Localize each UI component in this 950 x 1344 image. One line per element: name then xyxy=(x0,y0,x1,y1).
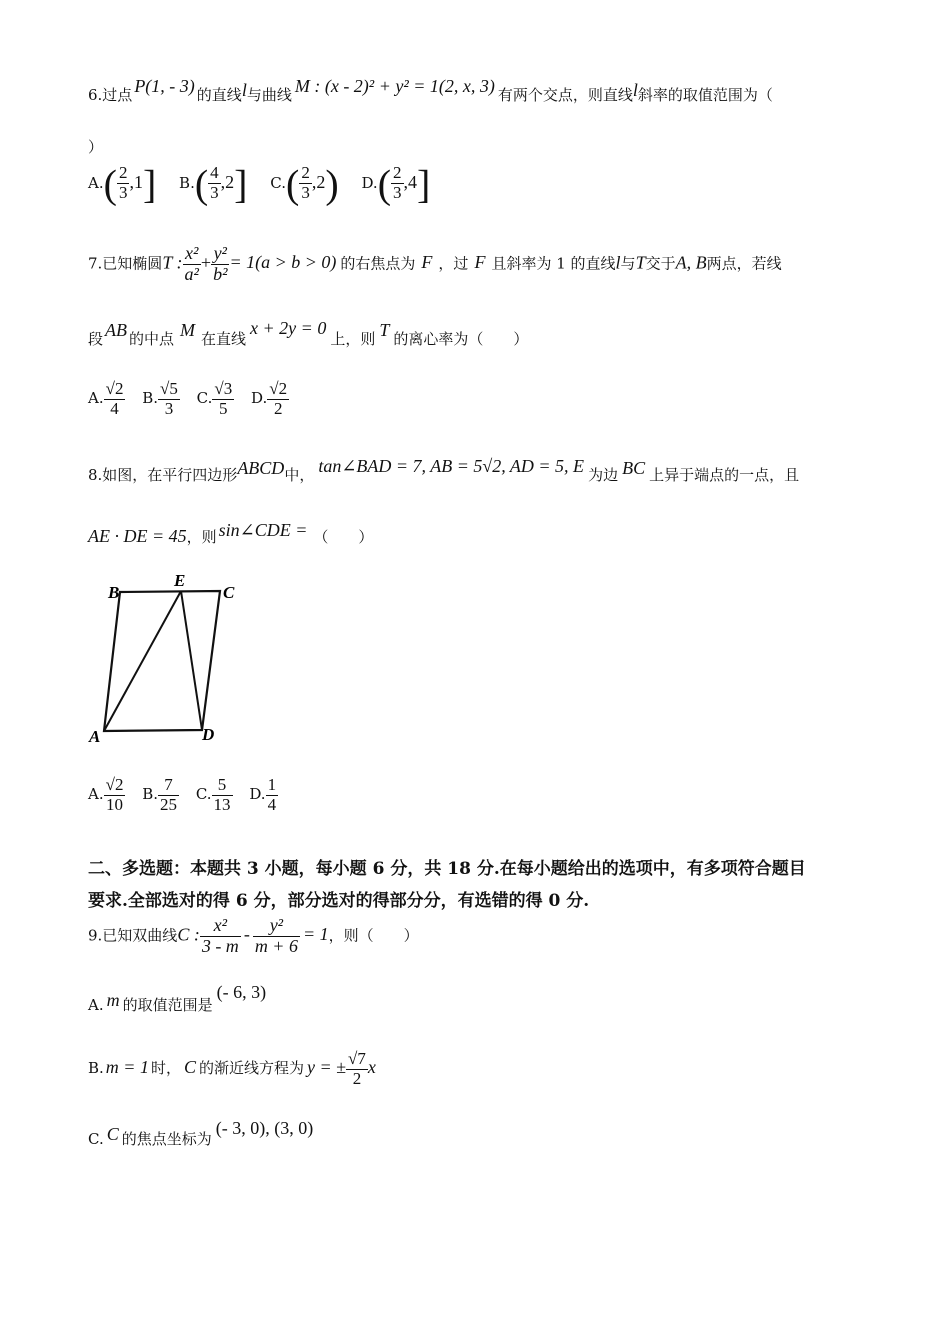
option-label: D. xyxy=(361,173,378,192)
numerator: √2 xyxy=(105,775,124,794)
q9-b-C: C xyxy=(183,1057,196,1078)
denominator: b² xyxy=(213,263,228,284)
bracket: ( xyxy=(286,161,300,206)
q7-text-9: 在直线 xyxy=(201,330,247,348)
fraction xyxy=(266,776,279,814)
numerator: 2 xyxy=(301,163,310,183)
fraction xyxy=(158,776,179,814)
option-label: A. xyxy=(88,389,104,408)
q8-condition: tan∠BAD = 7, AB = 5√2, AD = 5, E xyxy=(318,456,585,476)
option-tail: ,4 xyxy=(403,171,418,192)
q7-F2: F xyxy=(474,252,486,273)
fraction xyxy=(104,380,126,418)
bracket: ( xyxy=(377,161,392,206)
fraction xyxy=(104,776,126,814)
option-label: A. xyxy=(88,173,104,192)
option-label: B. xyxy=(179,173,195,192)
denominator: a² xyxy=(184,263,199,284)
q8-stem-line2 xyxy=(88,520,374,547)
numerator: √3 xyxy=(214,379,233,398)
q9-stem xyxy=(88,916,419,957)
q8-dot-product: AE · DE = 45 xyxy=(88,526,187,546)
q8-paren: （ ） xyxy=(313,528,374,546)
q6-text-2: 与曲线 xyxy=(246,86,292,104)
q8-option-b[interactable] xyxy=(142,775,179,814)
q7-F: F xyxy=(421,252,433,273)
q9-tail: ，则（ ） xyxy=(328,926,419,945)
q9-eq: = 1 xyxy=(302,924,329,945)
q8-options xyxy=(88,776,278,814)
fraction xyxy=(212,380,234,418)
q7-line-eq: x + 2y = 0 xyxy=(250,318,327,338)
q6-option-d[interactable] xyxy=(361,161,431,206)
numerator: 2 xyxy=(393,163,402,183)
q7-option-d[interactable] xyxy=(251,379,289,418)
bracket: ) xyxy=(325,161,339,206)
denominator: 3 xyxy=(393,183,402,202)
denominator: 5 xyxy=(219,398,228,418)
q7-stem xyxy=(88,244,782,285)
q7-stem-line2 xyxy=(88,318,529,349)
denominator: 2 xyxy=(352,1068,362,1088)
q9-C: C : xyxy=(177,924,200,945)
q7-text-3: 且斜率为 1 的直线 xyxy=(491,254,616,273)
segment-AE xyxy=(104,591,181,731)
q7-AB2: AB xyxy=(105,320,128,340)
q8-option-d[interactable] xyxy=(249,775,278,814)
q7-frac-x xyxy=(183,244,201,285)
q9-option-c[interactable] xyxy=(88,1118,314,1149)
q6-stem xyxy=(88,76,773,105)
bracket: ] xyxy=(142,161,157,206)
q8-text-1: 中， xyxy=(284,466,315,484)
q7-text-5: 交于 xyxy=(645,254,676,273)
q6-point: P(1, - 3) xyxy=(134,76,195,96)
q9-frac-y xyxy=(253,916,300,957)
numerator: 1 xyxy=(267,775,277,794)
q9-b-x: x xyxy=(367,1057,376,1078)
fraction xyxy=(391,164,404,202)
vertex-label-A: A xyxy=(89,727,101,746)
denominator: 13 xyxy=(213,794,231,814)
numerator: x² xyxy=(200,916,241,937)
q6-line-l: l xyxy=(241,80,247,100)
fraction xyxy=(158,380,180,418)
q9-option-a[interactable] xyxy=(88,982,267,1015)
bracket: ] xyxy=(234,161,248,206)
numerator: √5 xyxy=(160,379,178,398)
q6-text-4: 斜率的取值范围为（ xyxy=(637,86,773,104)
q8-ABCD: ABCD xyxy=(237,458,285,478)
numerator: √2 xyxy=(269,379,288,398)
q8-option-a[interactable] xyxy=(88,775,125,814)
option-label: A. xyxy=(88,996,104,1014)
q7-option-a[interactable] xyxy=(88,379,125,418)
option-label: A. xyxy=(88,785,104,804)
option-label: C. xyxy=(196,389,213,408)
q9-minus: - xyxy=(243,924,250,945)
vertex-label-E: E xyxy=(174,571,186,590)
q7-text-8: 的中点 xyxy=(129,330,175,348)
q9-b-text-2: 的渐近线方程为 xyxy=(198,1059,304,1078)
q7-T2: T xyxy=(635,252,646,273)
numerator: 5 xyxy=(212,776,233,796)
fraction xyxy=(267,380,289,418)
denominator: m + 6 xyxy=(254,935,298,956)
q9-a-range: (- 6, 3) xyxy=(216,982,267,1002)
denominator: 3 - m xyxy=(201,935,239,956)
q7-text-4: 与 xyxy=(620,254,636,273)
fraction xyxy=(212,776,233,814)
bracket: ] xyxy=(417,161,431,206)
q6-text-1: 的直线 xyxy=(196,86,242,104)
q8-text-3: 上异于端点的一点，且 xyxy=(649,466,800,484)
numerator: √7 xyxy=(348,1049,366,1068)
denominator: 3 xyxy=(164,398,174,418)
q7-option-b[interactable] xyxy=(142,379,180,418)
denominator: 3 xyxy=(118,183,128,202)
q8-text-4: ，则 xyxy=(186,528,217,546)
q7-text-10: 上，则 xyxy=(330,330,376,348)
q8-option-c[interactable] xyxy=(195,775,233,814)
q6-options xyxy=(88,160,430,207)
option-tail: ,1 xyxy=(129,171,143,192)
q7-text-7: 段 xyxy=(88,330,104,348)
q7-text-2: ，过 xyxy=(438,254,469,273)
q6-text-3: 有两个交点，则直线 xyxy=(497,86,633,104)
numerator: √2 xyxy=(105,379,124,398)
denominator: 3 xyxy=(301,183,310,202)
q9-b-text-1: 时， xyxy=(150,1059,181,1078)
q6-close: ） xyxy=(88,138,104,156)
option-label: B. xyxy=(142,785,159,804)
q9-option-b[interactable] xyxy=(88,1050,376,1088)
fraction xyxy=(299,164,312,202)
q8-ask: sin∠CDE = xyxy=(218,520,308,540)
q7-T: T : xyxy=(162,252,183,273)
numerator: 4 xyxy=(210,163,219,183)
q7-text-11: 的离心率为（ ） xyxy=(393,330,529,348)
q7-options xyxy=(88,380,289,418)
q7-prefix: 7.已知椭圆 xyxy=(88,254,163,273)
vertex-label-D: D xyxy=(202,725,215,744)
bracket: ( xyxy=(103,161,117,206)
bracket: ( xyxy=(194,161,209,206)
numerator: 2 xyxy=(118,163,128,183)
q6-option-c[interactable] xyxy=(270,161,343,206)
numerator: 7 xyxy=(158,776,179,796)
denominator: 2 xyxy=(273,398,283,418)
q6-line-l2: l xyxy=(632,80,638,100)
q7-option-c[interactable] xyxy=(196,379,235,418)
q9-a-m: m xyxy=(106,990,120,1010)
q7-plus: + xyxy=(200,252,212,273)
q9-a-text: 的取值范围是 xyxy=(122,996,213,1014)
option-label: C. xyxy=(195,785,212,804)
q7-text-1: 的右焦点为 xyxy=(340,254,416,273)
q7-text-6: 两点，若线 xyxy=(706,254,782,273)
parallelogram-outline xyxy=(104,591,220,731)
option-tail: ,2 xyxy=(311,171,326,192)
option-label: B. xyxy=(142,389,159,408)
q9-b-cond: m = 1 xyxy=(105,1057,149,1078)
option-label: B. xyxy=(88,1059,104,1078)
q6-option-b[interactable] xyxy=(179,161,252,206)
q9-c-foci: (- 3, 0), (3, 0) xyxy=(215,1118,314,1138)
q8-figure-parallelogram xyxy=(84,570,254,750)
fraction xyxy=(117,164,130,202)
q7-AB: A, B xyxy=(675,252,707,273)
denominator: 4 xyxy=(110,398,119,418)
numerator: x² xyxy=(183,244,201,265)
denominator: 10 xyxy=(106,794,124,814)
q7-M: M xyxy=(180,320,196,340)
q6-curve: M : (x - 2)² + y² = 1(2, x, 3) xyxy=(294,76,495,96)
q6-option-a[interactable] xyxy=(88,161,161,206)
vertex-label-B: B xyxy=(108,583,120,602)
q8-prefix: 8.如图，在平行四边形 xyxy=(88,466,238,484)
q9-c-text: 的焦点坐标为 xyxy=(121,1130,212,1148)
fraction xyxy=(208,164,221,202)
vertex-label-C: C xyxy=(223,583,235,602)
q8-stem xyxy=(88,456,800,485)
section-heading-line2: 要求.全部选对的得 6 分，部分选对的得部分分，有选错的得 0 分. xyxy=(88,891,590,911)
option-label: C. xyxy=(270,173,286,192)
fraction xyxy=(346,1050,368,1088)
numerator: y² xyxy=(253,916,300,937)
q6-prefix: 6.过点 xyxy=(88,86,133,104)
numerator: y² xyxy=(211,244,229,265)
q9-c-C: C xyxy=(106,1124,119,1144)
q7-l: l xyxy=(615,252,621,273)
option-label: D. xyxy=(251,389,268,408)
option-label: C. xyxy=(88,1130,104,1148)
q9-frac-x xyxy=(200,916,241,957)
q7-T3: T xyxy=(379,320,390,340)
q8-text-2: 为边 xyxy=(588,466,619,484)
option-label: D. xyxy=(249,785,266,804)
section-heading-line1: 二、多选题：本题共 3 小题，每小题 6 分，共 18 分.在每小题给出的选项中，有多项符合题目 xyxy=(88,859,806,879)
option-tail: ,2 xyxy=(220,171,235,192)
q9-prefix: 9.已知双曲线 xyxy=(88,926,178,945)
q8-BC: BC xyxy=(622,458,646,478)
q9-b-lhs: y = ± xyxy=(307,1057,347,1078)
denominator: 25 xyxy=(160,794,178,814)
q7-eq: = 1(a > b > 0) xyxy=(229,252,337,273)
denominator: 3 xyxy=(210,183,219,202)
denominator: 4 xyxy=(267,794,277,814)
segment-ED xyxy=(181,591,202,730)
q7-frac-y xyxy=(211,244,229,285)
